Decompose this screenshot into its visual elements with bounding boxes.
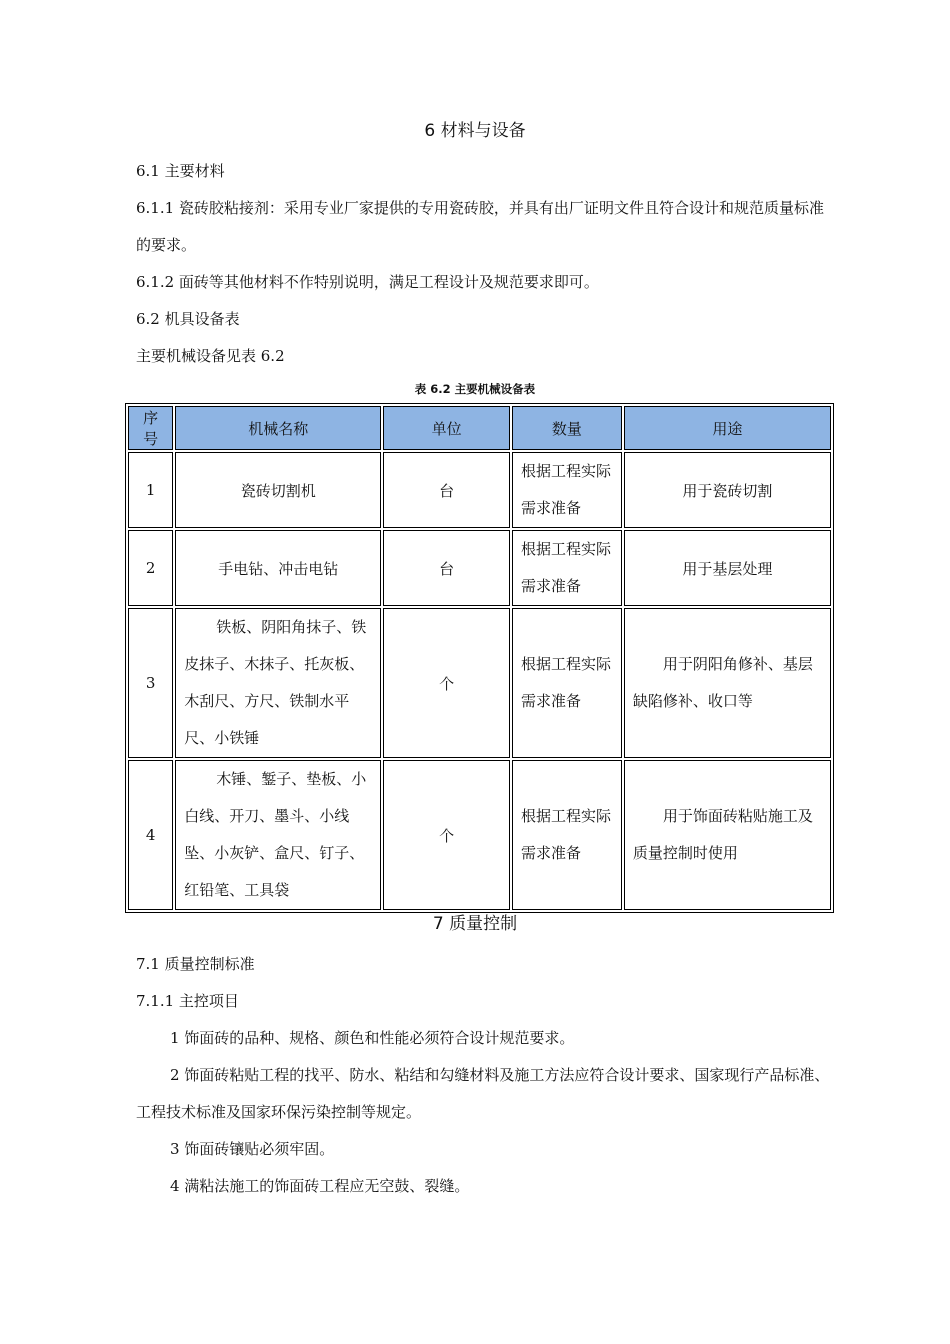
cell-qty: 根据工程实际需求准备 [512,452,622,528]
table-row [128,452,831,528]
cell-no: 2 [128,530,173,606]
cell-no: 3 [128,608,173,758]
cell-use: 用于基层处理 [624,530,831,606]
section-7-title: 7 质量控制 [432,914,518,934]
cell-qty: 根据工程实际需求准备 [512,608,622,758]
table-caption: 表 6.2 主要机械设备表 [414,382,536,396]
header-use: 用途 [624,406,831,450]
paragraph-6-1-2: 6.1.2 面砖等其他材料不作特别说明，满足工程设计及规范要求即可。 [136,273,599,291]
equipment-table [125,403,834,913]
paragraph-6-2: 主要机械设备见表 6.2 [136,347,285,365]
item-3: 3 饰面砖镶贴必须牢固。 [170,1140,335,1158]
header-unit: 单位 [383,406,510,450]
cell-unit: 台 [383,452,510,528]
cell-qty: 根据工程实际需求准备 [512,530,622,606]
cell-name: 瓷砖切割机 [175,452,381,528]
cell-name: 铁板、阴阳角抹子、铁皮抹子、木抹子、托灰板、木刮尺、方尺、铁制水平尺、小铁锤 [175,608,381,758]
header-name: 机械名称 [175,406,381,450]
table-row [128,530,831,606]
cell-unit: 个 [383,760,510,910]
cell-no: 4 [128,760,173,910]
cell-name: 手电钻、冲击电钻 [175,530,381,606]
cell-unit: 台 [383,530,510,606]
item-2: 2 饰面砖粘贴工程的找平、防水、粘结和勾缝材料及施工方法应符合设计要求、国家现行产品标准、工程技术标准及国家环保污染控制等规定。 [136,1066,830,1121]
table-header-row [128,406,831,450]
section-6-title: 6 材料与设备 [424,121,526,141]
header-no: 序号 [128,406,173,450]
cell-name: 木锤、錾子、垫板、小白线、开刀、墨斗、小线坠、小灰铲、盒尺、钉子、红铅笔、工具袋 [175,760,381,910]
table-row [128,608,831,758]
heading-7-1: 7.1 质量控制标准 [136,955,255,973]
item-1: 1 饰面砖的品种、规格、颜色和性能必须符合设计规范要求。 [170,1029,575,1047]
header-qty: 数量 [512,406,622,450]
item-4: 4 满粘法施工的饰面砖工程应无空鼓、裂缝。 [170,1177,470,1195]
cell-use: 用于饰面砖粘贴施工及质量控制时使用 [624,760,831,910]
paragraph-6-1-1: 6.1.1 瓷砖胶粘接剂：采用专业厂家提供的专用瓷砖胶，并具有出厂证明文件且符合设计和规范质量标准的要求。 [136,199,824,254]
cell-unit: 个 [383,608,510,758]
heading-6-1: 6.1 主要材料 [136,162,225,180]
table-row [128,760,831,910]
cell-qty: 根据工程实际需求准备 [512,760,622,910]
cell-no: 1 [128,452,173,528]
cell-use: 用于瓷砖切割 [624,452,831,528]
heading-6-2: 6.2 机具设备表 [136,310,240,328]
heading-7-1-1: 7.1.1 主控项目 [136,992,239,1010]
cell-use: 用于阴阳角修补、基层缺陷修补、收口等 [624,608,831,758]
